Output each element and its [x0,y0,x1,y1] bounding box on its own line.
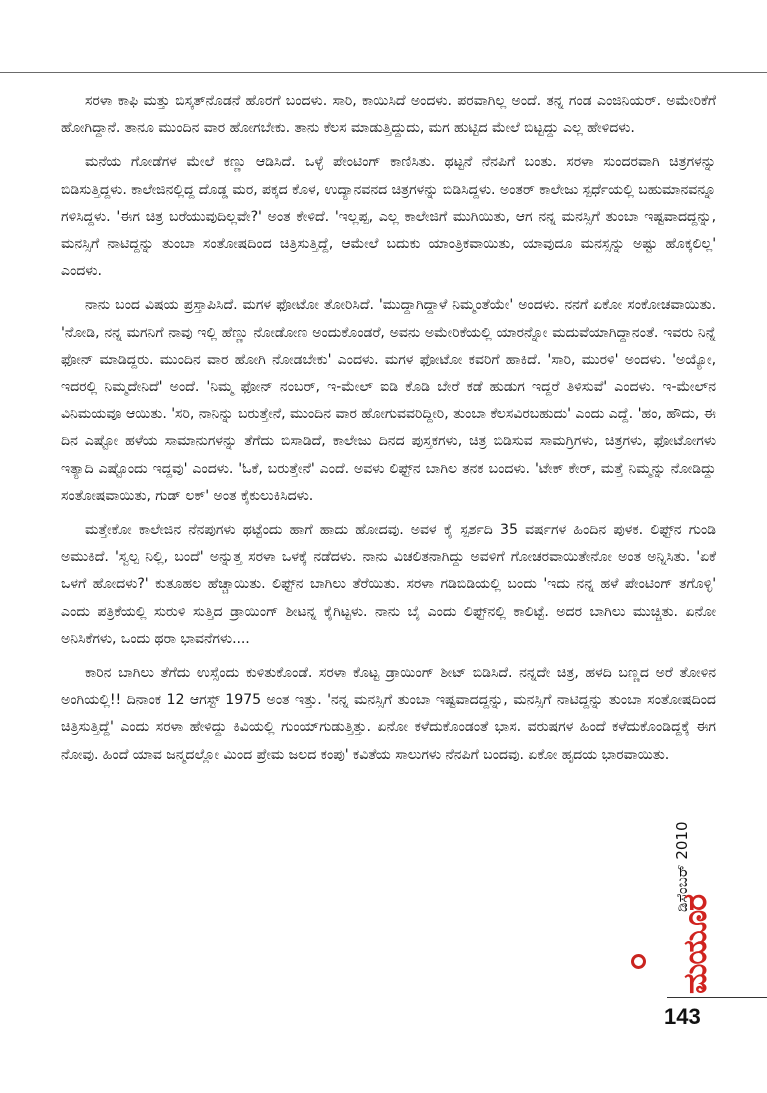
circle-bullet-icon [631,954,646,969]
magazine-masthead: ಮಯೂರ [676,894,714,994]
paragraph-4: ಮತ್ತೇಕೋ ಕಾಲೇಜಿನ ನೆನಪುಗಳು ಥಟ್ಟೆಂದು ಹಾಗೆ ಹಾದು ಹೋದವು. ಅವಳ ಕೈ ಸ್ಪರ್ಶದಿ 35 ವರ್ಷಗಳ ಹಿಂದಿನ ಪುಳಕ. ಲಿಫ್ಟ್‌ನ ಗುಂಡಿ ಅಮುಕಿದೆ. 'ಸ್ವಲ್ಪ ನಿಲ್ಲಿ, ಬಂದೆ' ಅನ್ನುತ್ತ ಸರಳಾ ಒಳಕ್ಕೆ ನಡೆದಳು. ನಾನು ವಿಚಲಿತನಾಗಿದ್ದು ಅವಳಿಗೆ ಗೋಚರವಾಯಿತೇನೋ ಅಂತ ಅನ್ನಿಸಿತು. 'ಏಕೆ ಒಳಗೆ ಹೋದಳು?' ಕುತೂಹಲ ಹೆಚ್ಚಾಯಿತು. ಲಿಫ್ಟ್‌ನ ಬಾಗಿಲು ತೆರೆಯಿತು. ಸರಳಾ ಗಡಿಬಿಡಿಯಲ್ಲಿ ಬಂದು 'ಇದು ನನ್ನ ಹಳೆ ಪೇಂಟಿಂಗ್ ತಗೊಳ್ಳಿ' ಎಂದು ಪತ್ರಿಕೆಯಲ್ಲಿ ಸುರುಳಿ ಸುತ್ತಿದ ಡ್ರಾಯಿಂಗ್ ಶೀಟನ್ನ ಕೈಗಿಟ್ಟಳು. ನಾನು ಬೈ ಎಂದು ಲಿಫ್ಟ್‌ನಲ್ಲಿ ಕಾಲಿಟ್ಟೆ. ಅದರ ಬಾಗಿಲು ಮುಚ್ಚಿತು. ಏನೋ ಅನಿಸಿಕೆಗಳು, ಒಂದು ಥರಾ ಭಾವನೆಗಳು.... [61,522,716,647]
paragraph-3: ನಾನು ಬಂದ ವಿಷಯ ಪ್ರಸ್ತಾಪಿಸಿದೆ. ಮಗಳ ಫೋಟೋ ತೋರಿಸಿದೆ. 'ಮುದ್ದಾಗಿದ್ದಾಳೆ ನಿಮ್ಮಂತೆಯೇ' ಅಂದಳು. ನನಗೆ ಏಕೋ ಸಂಕೋಚವಾಯಿತು. 'ನೋಡಿ, ನನ್ನ ಮಗನಿಗೆ ನಾವು ಇಲ್ಲಿ ಹೆಣ್ಣು ನೋಡೋಣ ಅಂದುಕೊಂಡರೆ, ಅವನು ಅಮೇರಿಕೆಯಲ್ಲಿ ಯಾರನ್ನೋ ಮದುವೆಯಾಗಿದ್ದಾನಂತೆ. ಇವರು ನಿನ್ನೆ ಫೋನ್ ಮಾಡಿದ್ದರು. ಮುಂದಿನ ವಾರ ಹೋಗಿ ನೋಡಬೇಕು' ಎಂದಳು. ಮಗಳ ಫೋಟೋ ಕವರಿಗೆ ಹಾಕಿದೆ. 'ಸಾರಿ, ಮುರಳಿ' ಅಂದಳು. 'ಅಯ್ಯೋ, ಇದರಲ್ಲಿ ನಿಮ್ಮದೇನಿದೆ' ಅಂದೆ. 'ನಿಮ್ಮ ಫೋನ್ ನಂಬರ್, ಇ-ಮೇಲ್ ಐಡಿ ಕೊಡಿ ಬೇರೆ ಕಡೆ ಹುಡುಗ ಇದ್ದರೆ ತಿಳಿಸುವೆ' ಎಂದಳು. ಇ-ಮೇಲ್‌ನ ವಿನಿಮಯವೂ ಆಯಿತು. 'ಸರಿ, ನಾನಿನ್ನು ಬರುತ್ತೇನೆ, ಮುಂದಿನ ವಾರ ಹೋಗುವವರಿದ್ದೀರಿ, ತುಂಬಾ ಕೆಲಸವಿರಬಹುದು' ಎಂದು ಎದ್ದೆ. 'ಹಂ, ಹೌದು, ಈ ದಿನ ಎಷ್ಟೋ ಹಳೆಯ ಸಾಮಾನುಗಳನ್ನು ತೆಗೆದು ಬಿಸಾಡಿದೆ, ಕಾಲೇಜು ದಿನದ ಪುಸ್ತಕಗಳು, ಚಿತ್ರ ಬಿಡಿಸುವ ಸಾಮಗ್ರಿಗಳು, ಚಿತ್ರಗಳು, ಫೋಟೋಗಳು ಇತ್ಯಾದಿ ಎಷ್ಟೊಂದು ಇದ್ದವು' ಎಂದಳು. 'ಓಕೆ, ಬರುತ್ತೇನೆ' ಎಂದೆ. ಅವಳು ಲಿಫ್ಟ್‌ನ ಬಾಗಿಲ ತನಕ ಬಂದಳು. 'ಟೇಕ್ ಕೇರ್, ಮತ್ತೆ ನಿಮ್ಮನ್ನು ನೋಡಿದ್ದು ಸಂತೋಷವಾಯಿತು, ಗುಡ್ ಲಕ್' ಅಂತ ಕೈಕುಲುಕಿಸಿದಳು. [61,297,716,504]
article-body [61,88,716,776]
issue-date: ಡಿಸೆಂಬರ್ 2010 [673,821,691,912]
footer-rule [667,997,767,998]
paragraph-2: ಮನೆಯ ಗೋಡೆಗಳ ಮೇಲೆ ಕಣ್ಣು ಆಡಿಸಿದೆ. ಒಳ್ಳೆ ಪೇಂಟಿಂಗ್ ಕಾಣಿಸಿತು. ಥಟ್ಟನೆ ನೆನಪಿಗೆ ಬಂತು. ಸರಳಾ ಸುಂದರವಾಗಿ ಚಿತ್ರಗಳನ್ನು ಬಿಡಿಸುತ್ತಿದ್ದಳು. ಕಾಲೇಜಿನಲ್ಲಿದ್ದ ದೊಡ್ಡ ಮರ, ಪಕ್ಕದ ಕೊಳ, ಉದ್ಯಾನವನದ ಚಿತ್ರಗಳನ್ನು ಬಿಡಿಸಿದ್ದಳು. ಅಂತರ್ ಕಾಲೇಜು ಸ್ಪರ್ಧೆಯಲ್ಲಿ ಬಹುಮಾನವನ್ನೂ ಗಳಿಸಿದ್ದಳು. 'ಈಗ ಚಿತ್ರ ಬರೆಯುವುದಿಲ್ಲವೇ?' ಅಂತ ಕೇಳಿದೆ. 'ಇಲ್ಲಪ್ಪ, ಎಲ್ಲ ಕಾಲೇಜಿಗೆ ಮುಗಿಯಿತು, ಆಗ ನನ್ನ ಮನಸ್ಸಿಗೆ ತುಂಬಾ ಇಷ್ಟವಾದದ್ದನ್ನು, ಮನಸ್ಸಿಗೆ ನಾಟಿದ್ದನ್ನು ತುಂಬಾ ಸಂತೋಷದಿಂದ ಚಿತ್ರಿಸುತ್ತಿದ್ದೆ, ಆಮೇಲೆ ಬದುಕು ಯಾಂತ್ರಿಕವಾಯಿತು, ಯಾವುದೂ ಮನಸ್ಸನ್ನು ಅಷ್ಟು ಹೊಕ್ಕಲಿಲ್ಲ' ಎಂದಳು. [61,154,716,280]
page-number: 143 [664,1004,701,1029]
paragraph-5: ಕಾರಿನ ಬಾಗಿಲು ತೆಗೆದು ಉಸ್ಸೆಂದು ಕುಳಿತುಕೊಂಡೆ. ಸರಳಾ ಕೊಟ್ಟ ಡ್ರಾಯಿಂಗ್ ಶೀಟ್ ಬಿಡಿಸಿದೆ. ನನ್ನದೇ ಚಿತ್ರ, ಹಳದಿ ಬಣ್ಣದ ಅರೆ ತೋಳಿನ ಅಂಗಿಯಲ್ಲಿ!! ದಿನಾಂಕ 12 ಆಗಸ್ಟ್ 1975 ಅಂತ ಇತ್ತು. 'ನನ್ನ ಮನಸ್ಸಿಗೆ ತುಂಬಾ ಇಷ್ಟವಾದದ್ದನ್ನು, ಮನಸ್ಸಿಗೆ ನಾಟಿದ್ದನ್ನು ತುಂಬಾ ಸಂತೋಷದಿಂದ ಚಿತ್ರಿಸುತ್ತಿದ್ದೆ' ಎಂದು ಸರಳಾ ಹೇಳಿದ್ದು ಕಿವಿಯಲ್ಲಿ ಗುಂಯ್‌ಗುಡುತ್ತಿತ್ತು. ಏನೋ ಕಳೆದುಕೊಂಡಂತೆ ಭಾಸ. ವರುಷಗಳ ಹಿಂದೆ ಕಳೆದುಕೊಂಡಿದ್ದಕ್ಕೆ ಈಗ ನೋವು. ಹಿಂದೆ ಯಾವ ಜನ್ಮದಲ್ಲೋ ಮಿಂದ ಪ್ರೇಮ ಜಲದ ಕಂಪು' ಕವಿತೆಯ ಸಾಲುಗಳು ನೆನಪಿಗೆ ಬಂದವು. ಏಕೋ ಹೃದಯ ಭಾರವಾಯಿತು. [61,665,716,763]
top-rule [0,72,767,73]
paragraph-1: ಸರಳಾ ಕಾಫಿ ಮತ್ತು ಬಿಸ್ಕತ್‌ನೊಡನೆ ಹೊರಗೆ ಬಂದಳು. ಸಾರಿ, ಕಾಯಿಸಿದೆ ಅಂದಳು. ಪರವಾಗಿಲ್ಲ ಅಂದೆ. ತನ್ನ ಗಂಡ ಎಂಜಿನಿಯರ್. ಅಮೇರಿಕೆಗೆ ಹೋಗಿದ್ದಾನೆ. ತಾನೂ ಮುಂದಿನ ವಾರ ಹೋಗಬೇಕು. ತಾನು ಕೆಲಸ ಮಾಡುತ್ತಿದ್ದುದು, ಮಗ ಹುಟ್ಟಿದ ಮೇಲೆ ಬಿಟ್ಟದ್ದು ಎಲ್ಲ ಹೇಳಿದಳು. [61,93,716,137]
